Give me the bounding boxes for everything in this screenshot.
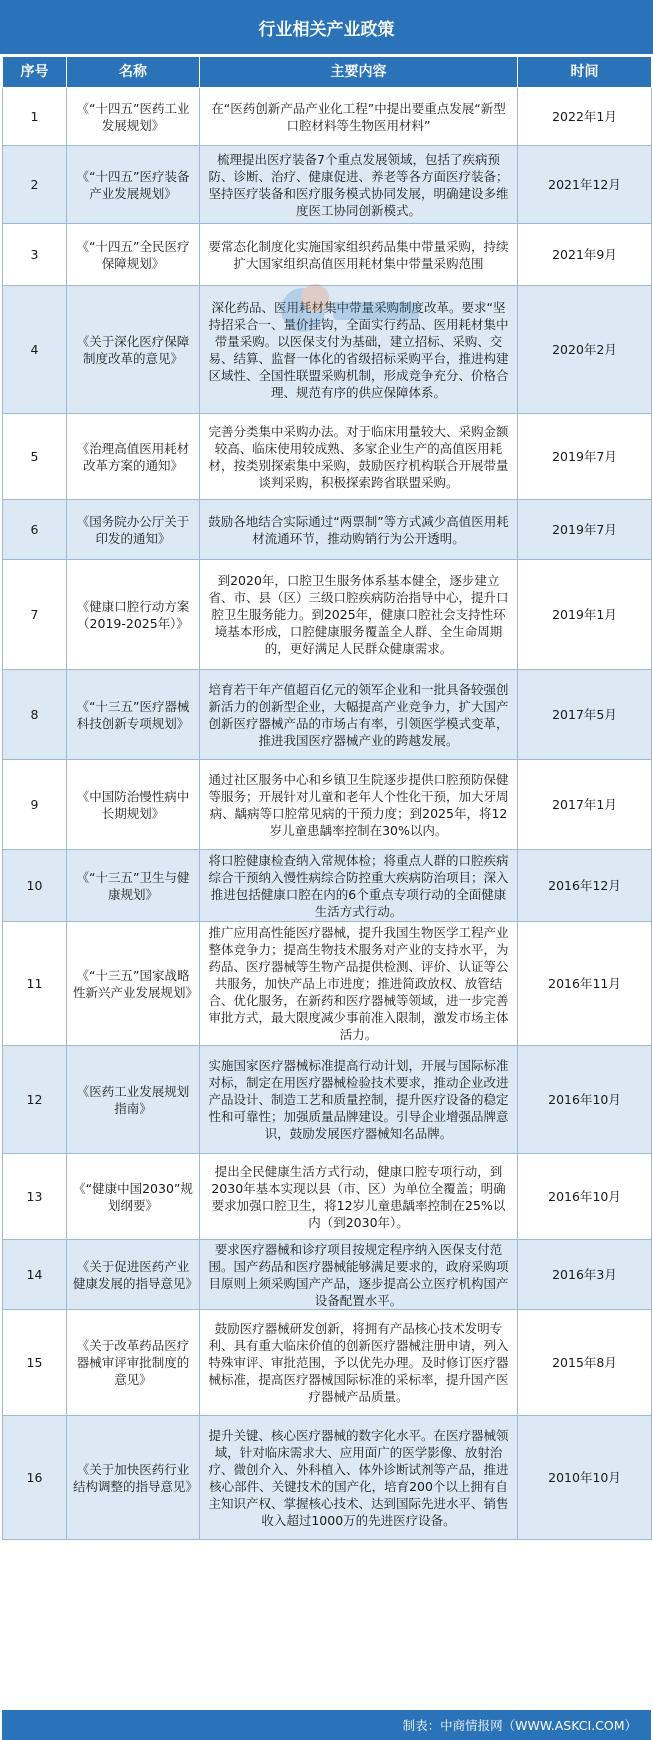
table-row xyxy=(3,560,652,670)
row-content: 推广应用高性能医疗器械，提升我国生物医学工程产业整体竞争力；提高生物技术服务对产业的支持水平，为药品、医疗器械等生物产品提供检测、评价、认证等公共服务，加快产品上市进度；推进简政放权、放管结合、优化服务，在新药和医疗器械等领域，进一步完善审批方式，最大限度减少事前准入限制，激发市场主体活力。 xyxy=(200,922,518,1046)
row-content: 提出全民健康生活方式行动，健康口腔专项行动，到2030年基本实现以县（市、区）为单位全覆盖；明确要求加强口腔卫生，将12岁儿童患龋率控制在25%以内（到2030年）。 xyxy=(200,1154,518,1240)
row-name: 《关于改革药品医疗器械审评审批制度的意见》 xyxy=(67,1310,200,1416)
table-title: 行业相关产业政策 xyxy=(0,0,653,57)
row-content: 完善分类集中采购办法。对于临床用量较大、采购金额较高、临床使用较成熟、多家企业生产的高值医用耗材，按类别探索集中采购，鼓励医疗机构联合开展带量谈判采购，积极探索跨省联盟采购。 xyxy=(200,414,518,500)
row-content: 实施国家医疗器械标准提高行动计划，开展与国际标准对标，制定在用医疗器械检验技术要求，推动企业改进产品设计、制造工艺和质量控制，提升医疗设备的稳定性和可靠性；加强质量品牌建设。引导企业增强品牌意识，鼓励发展医疗器械知名品牌。 xyxy=(200,1046,518,1154)
row-content: 鼓励各地结合实际通过“两票制”等方式减少高值医用耗材流通环节，推动购销行为公开透明。 xyxy=(200,500,518,560)
row-content: 提升关键、核心医疗器械的数字化水平。在医疗器械领域，针对临床需求大、应用面广的医学影像、放射治疗、微创介入、外科植入、体外诊断试剂等产品，推进核心部件、关键技术的国产化，培育200个以上拥有自主知识产权、掌握核心技术、达到国际先进水平、销售收入超过1000万的先进医疗设备。 xyxy=(200,1416,518,1540)
row-name: 《“十四五”医药工业发展规划》 xyxy=(67,88,200,146)
row-time: 2019年7月 xyxy=(518,500,652,560)
row-no: 12 xyxy=(3,1046,67,1154)
row-time: 2016年11月 xyxy=(518,922,652,1046)
footer-credit: 制表：中商情报网（WWW.ASKCI.COM） xyxy=(2,1710,651,1740)
row-no: 6 xyxy=(3,500,67,560)
row-name: 《健康口腔行动方案（2019-2025年）》 xyxy=(67,560,200,670)
table-row xyxy=(3,146,652,224)
row-no: 2 xyxy=(3,146,67,224)
table-row xyxy=(3,670,652,760)
row-content: 梳理提出医疗装备7个重点发展领域，包括了疾病预防、诊断、治疗、健康促进、养老等各方面医疗装备；坚持医疗装备和医疗服务模式协同发展，明确建设多维度医工协同创新模式。 xyxy=(200,146,518,224)
table-row xyxy=(3,1046,652,1154)
header-name: 名称 xyxy=(67,57,200,88)
table-row xyxy=(3,88,652,146)
row-name: 《“十三五”国家战略性新兴产业发展规划》 xyxy=(67,922,200,1046)
row-name: 《国务院办公厅关于印发的通知》 xyxy=(67,500,200,560)
header-content: 主要内容 xyxy=(200,57,518,88)
row-no: 13 xyxy=(3,1154,67,1240)
row-no: 16 xyxy=(3,1416,67,1540)
row-time: 2019年7月 xyxy=(518,414,652,500)
row-no: 4 xyxy=(3,286,67,414)
row-name: 《“十三五”医疗器械科技创新专项规划》 xyxy=(67,670,200,760)
row-time: 2021年12月 xyxy=(518,146,652,224)
row-no: 1 xyxy=(3,88,67,146)
row-time: 2015年8月 xyxy=(518,1310,652,1416)
table-row xyxy=(3,760,652,850)
row-name: 《治理高值医用耗材改革方案的通知》 xyxy=(67,414,200,500)
row-name: 《关于加快医药行业结构调整的指导意见》 xyxy=(67,1416,200,1540)
row-name: 《“健康中国2030”规划纲要》 xyxy=(67,1154,200,1240)
row-no: 14 xyxy=(3,1240,67,1310)
header-row xyxy=(3,57,652,88)
row-no: 9 xyxy=(3,760,67,850)
row-no: 5 xyxy=(3,414,67,500)
table-row xyxy=(3,922,652,1046)
table-row xyxy=(3,1154,652,1240)
row-content: 在“医药创新产品产业化工程”中提出要重点发展“新型口腔材料等生物医用材料” xyxy=(200,88,518,146)
row-content: 将口腔健康检查纳入常规体检；将重点人群的口腔疾病综合干预纳入慢性病综合防控重大疾病防治项目；深入推进包括健康口腔在内的6个重点专项行动的全面健康生活方式行动。 xyxy=(200,850,518,922)
table-row xyxy=(3,1416,652,1540)
row-time: 2016年12月 xyxy=(518,850,652,922)
row-content: 到2020年，口腔卫生服务体系基本健全，逐步建立省、市、县（区）三级口腔疾病防治指导中心，提升口腔卫生服务能力。到2025年，健康口腔社会支持性环境基本形成，口腔健康服务覆盖全人群、全生命周期的，更好满足人民群众健康需求。 xyxy=(200,560,518,670)
row-content: 鼓励医疗器械研发创新，将拥有产品核心技术发明专利、具有重大临床价值的创新医疗器械注册申请，列入特殊审评、审批范围，予以优先办理。及时修订医疗器械标准，提高医疗器械国际标准的采标率，提升国产医疗器械产品质量。 xyxy=(200,1310,518,1416)
row-no: 10 xyxy=(3,850,67,922)
row-content: 深化药品、医用耗材集中带量采购制度改革。要求“坚持招采合一、量价挂钩，全面实行药品、医用耗材集中带量采购。以医保支付为基础，建立招标、采购、交易、结算、监督一体化的省级招标采购平台，推进构建区域性、全国性联盟采购机制，形成竞争充分、价格合理、规范有序的供应保障体系。 xyxy=(200,286,518,414)
row-name: 《“十四五”全民医疗保障规划》 xyxy=(67,224,200,286)
row-no: 11 xyxy=(3,922,67,1046)
row-no: 3 xyxy=(3,224,67,286)
row-time: 2010年10月 xyxy=(518,1416,652,1540)
row-time: 2022年1月 xyxy=(518,88,652,146)
row-content: 通过社区服务中心和乡镇卫生院逐步提供口腔预防保健等服务；开展针对儿童和老年人个性化干预，加大牙周病、龋病等口腔常见病的干预力度；到2025年，将12岁儿童患龋率控制在30%以内。 xyxy=(200,760,518,850)
row-no: 15 xyxy=(3,1310,67,1416)
table-row xyxy=(3,1310,652,1416)
table-row xyxy=(3,1240,652,1310)
header-time: 时间 xyxy=(518,57,652,88)
table-row xyxy=(3,500,652,560)
row-content: 要求医疗器械和诊疗项目按规定程序纳入医保支付范围。国产药品和医疗器械能够满足要求的，政府采购项目原则上须采购国产产品，逐步提高公立医疗机构国产设备配置水平。 xyxy=(200,1240,518,1310)
row-name: 《“十四五”医疗装备产业发展规划》 xyxy=(67,146,200,224)
row-time: 2017年1月 xyxy=(518,760,652,850)
policy-table xyxy=(2,56,652,1540)
table-row xyxy=(3,850,652,922)
table-row xyxy=(3,224,652,286)
row-time: 2021年9月 xyxy=(518,224,652,286)
row-name: 《关于促进医药产业健康发展的指导意见》 xyxy=(67,1240,200,1310)
row-time: 2019年1月 xyxy=(518,560,652,670)
row-name: 《中国防治慢性病中长期规划》 xyxy=(67,760,200,850)
row-content: 培育若干年产值超百亿元的领军企业和一批具备较强创新活力的创新型企业，大幅提高产业竞争力，扩大国产创新医疗器械产品的市场占有率，引领医学模式变革，推进我国医疗器械产业的跨越发展。 xyxy=(200,670,518,760)
row-content: 要常态化制度化实施国家组织药品集中带量采购，持续扩大国家组织高值医用耗材集中带量采购范围 xyxy=(200,224,518,286)
table-row xyxy=(3,286,652,414)
row-time: 2017年5月 xyxy=(518,670,652,760)
row-no: 7 xyxy=(3,560,67,670)
table-row xyxy=(3,414,652,500)
row-time: 2020年2月 xyxy=(518,286,652,414)
row-time: 2016年10月 xyxy=(518,1046,652,1154)
row-name: 《医药工业发展规划指南》 xyxy=(67,1046,200,1154)
row-time: 2016年3月 xyxy=(518,1240,652,1310)
header-no: 序号 xyxy=(3,57,67,88)
row-time: 2016年10月 xyxy=(518,1154,652,1240)
row-name: 《关于深化医疗保障制度改革的意见》 xyxy=(67,286,200,414)
row-no: 8 xyxy=(3,670,67,760)
row-name: 《“十三五”卫生与健康规划》 xyxy=(67,850,200,922)
